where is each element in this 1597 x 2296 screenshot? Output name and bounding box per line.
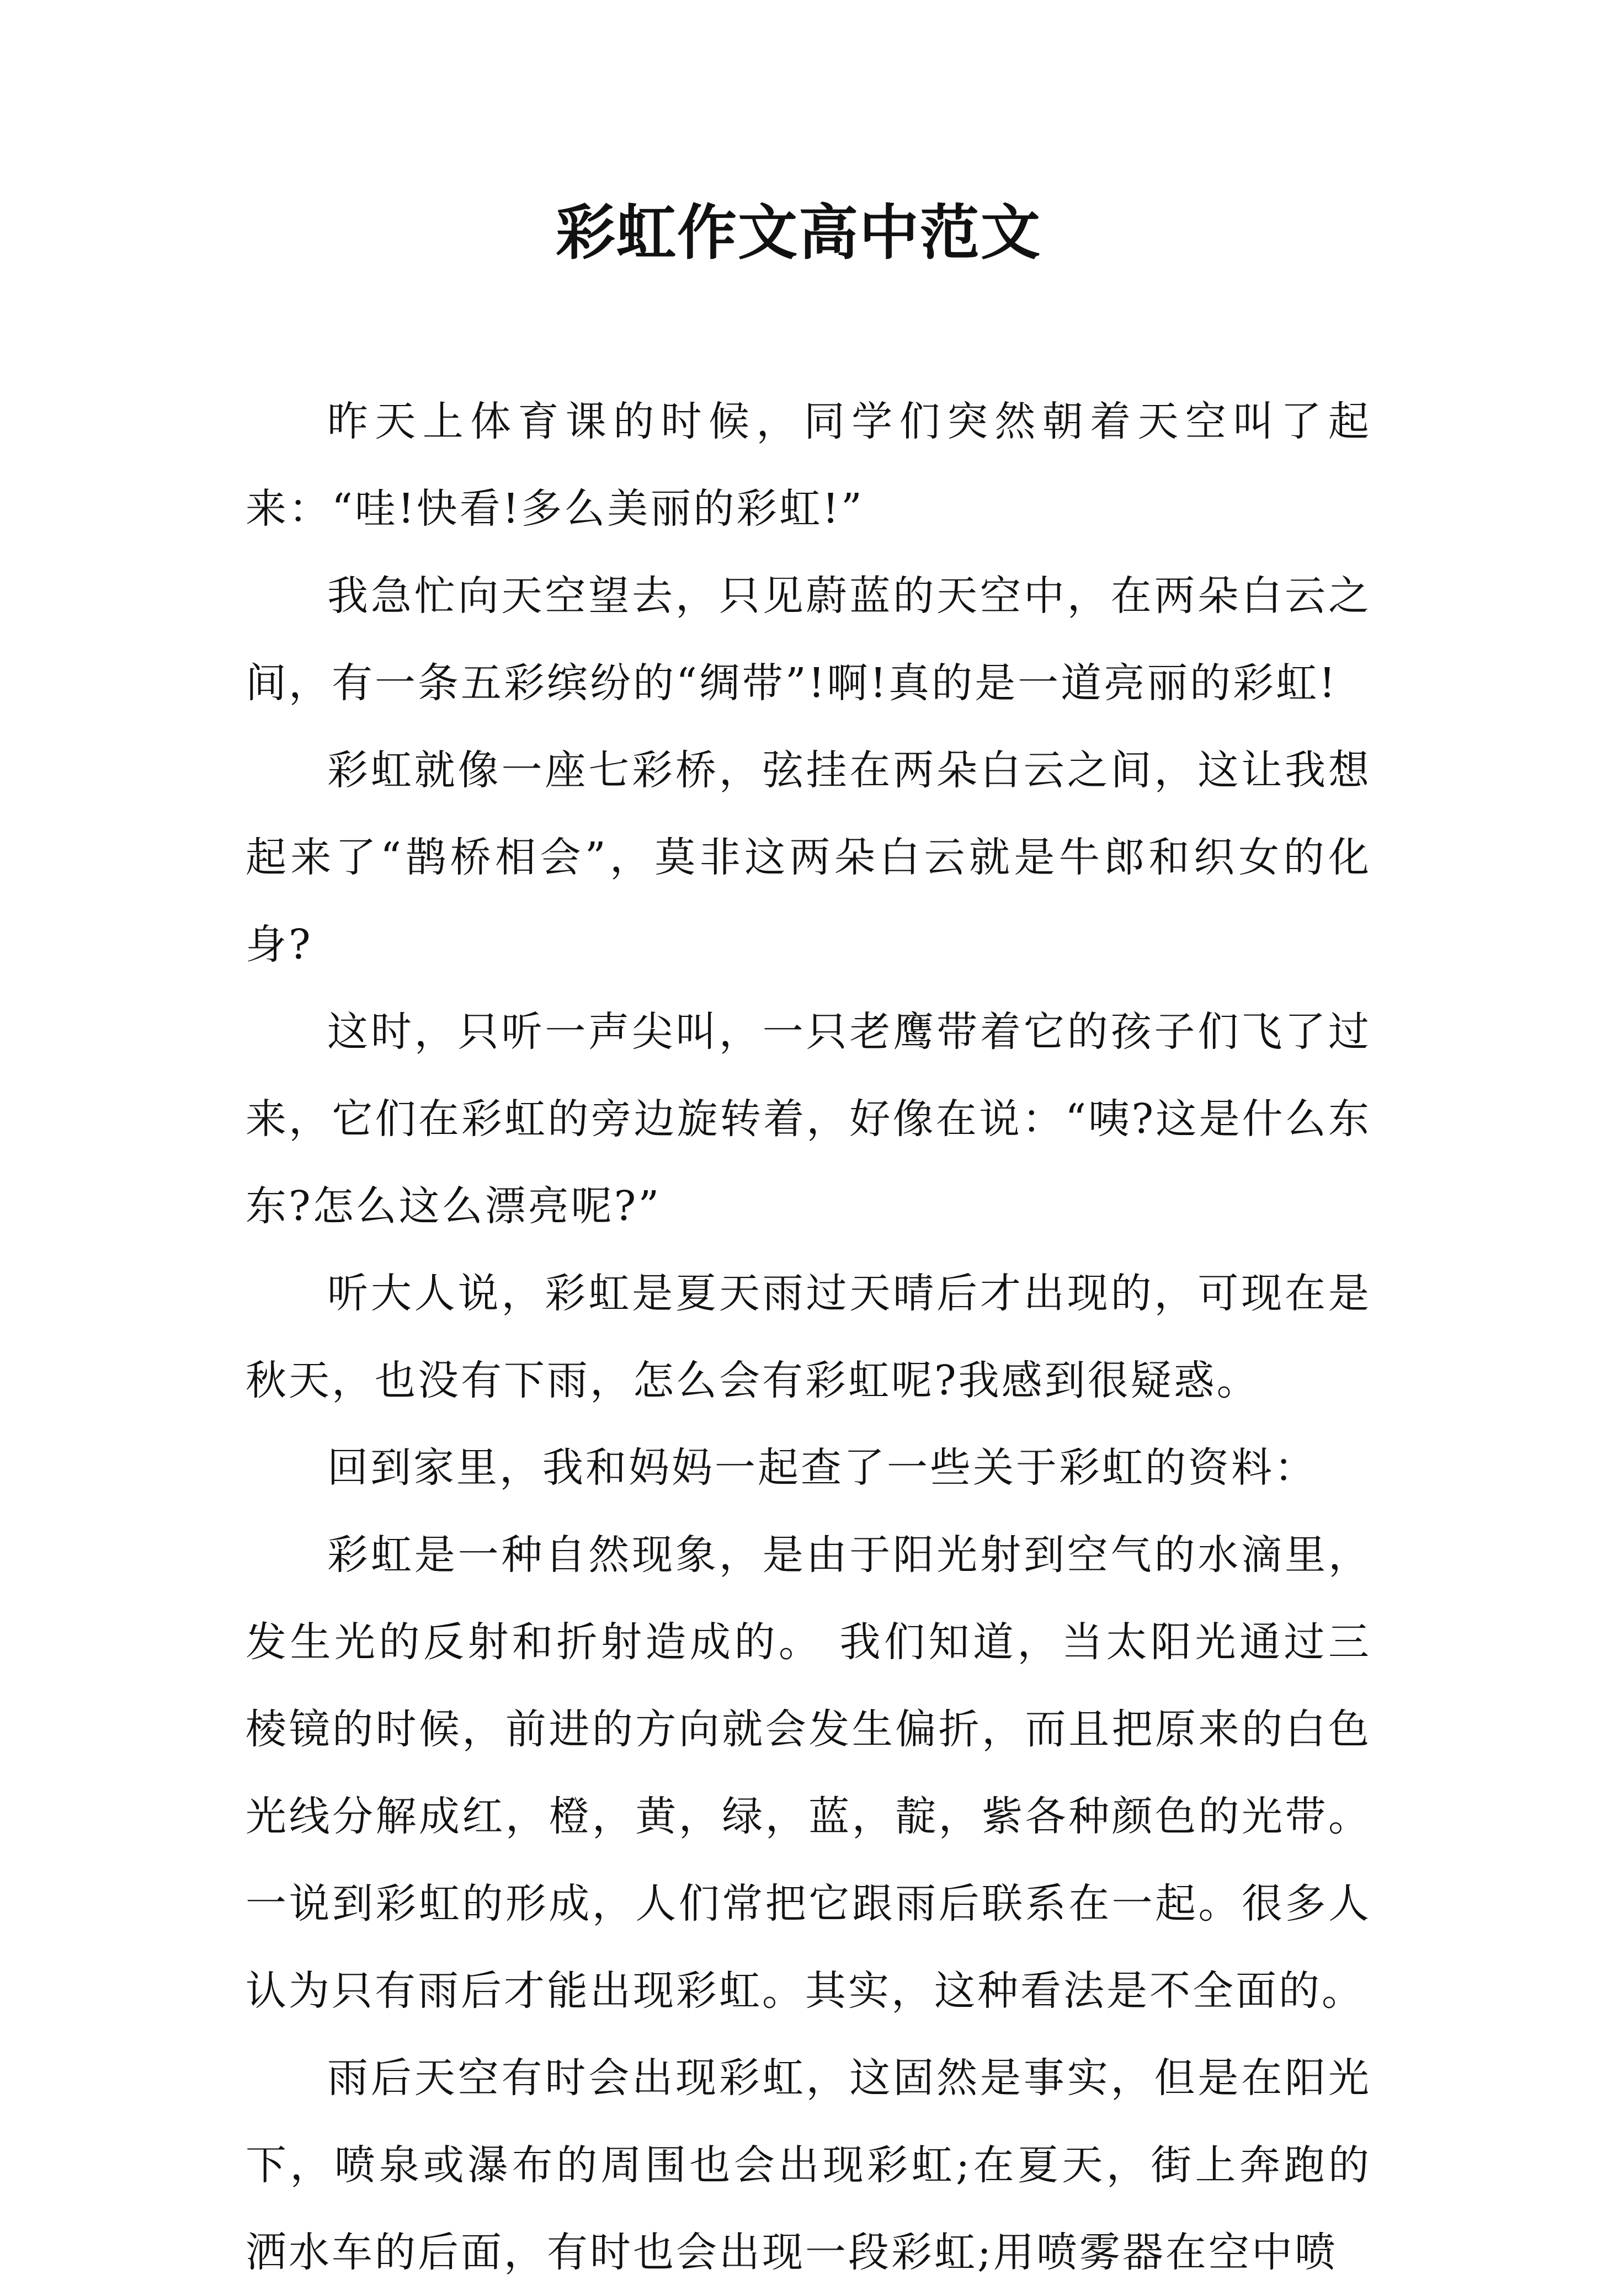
document-title: 彩虹作文高中范文	[555, 198, 1041, 268]
paragraph: 我急忙向天空望去，只见蔚蓝的天空中，在两朵白云之间，有一条五彩缤纷的“绸带”!啊!真的是一道亮丽的彩虹!	[246, 572, 1371, 707]
paragraph: 听大人说，彩虹是夏天雨过天晴后才出现的，可现在是秋天，也没有下雨，怎么会有彩虹呢?我感到很疑惑。	[246, 1270, 1371, 1404]
paragraph: 这时，只听一声尖叫，一只老鹰带着它的孩子们飞了过来，它们在彩虹的旁边旋转着，好像在说：“咦?这是什么东东?怎么这么漂亮呢?”	[246, 1008, 1371, 1230]
paragraph: 回到家里，我和妈妈一起查了一些关于彩虹的资料：	[327, 1444, 1317, 1491]
paragraph: 彩虹是一种自然现象，是由于阳光射到空气的水滴里，发生光的反射和折射造成的。 我们知道，当太阳光通过三棱镜的时候，前进的方向就会发生偏折，而且把原来的白色光线分解成红，橙，黄，绿，蓝，靛，紫各种颜色的光带。一说到彩虹的形成，人们常把它跟雨后联系在一起。很多人认为只有雨后才能出现彩虹。其实，这种看法是不全面的。	[246, 1531, 1371, 2015]
paragraph: 雨后天空有时会出现彩虹，这固然是事实，但是在阳光下，喷泉或瀑布的周围也会出现彩虹;在夏天，街上奔跑的洒水车的后面，有时也会出现一段彩虹;用喷雾器在空中喷	[246, 2054, 1371, 2276]
paragraph: 昨天上体育课的时候，同学们突然朝着天空叫了起来：“哇!快看!多么美丽的彩虹!”	[246, 398, 1371, 532]
document-body	[246, 378, 1371, 2296]
paragraph: 彩虹就像一座七彩桥，弦挂在两朵白云之间，这让我想起来了“鹊桥相会”，莫非这两朵白云就是牛郎和织女的化身?	[246, 747, 1371, 968]
